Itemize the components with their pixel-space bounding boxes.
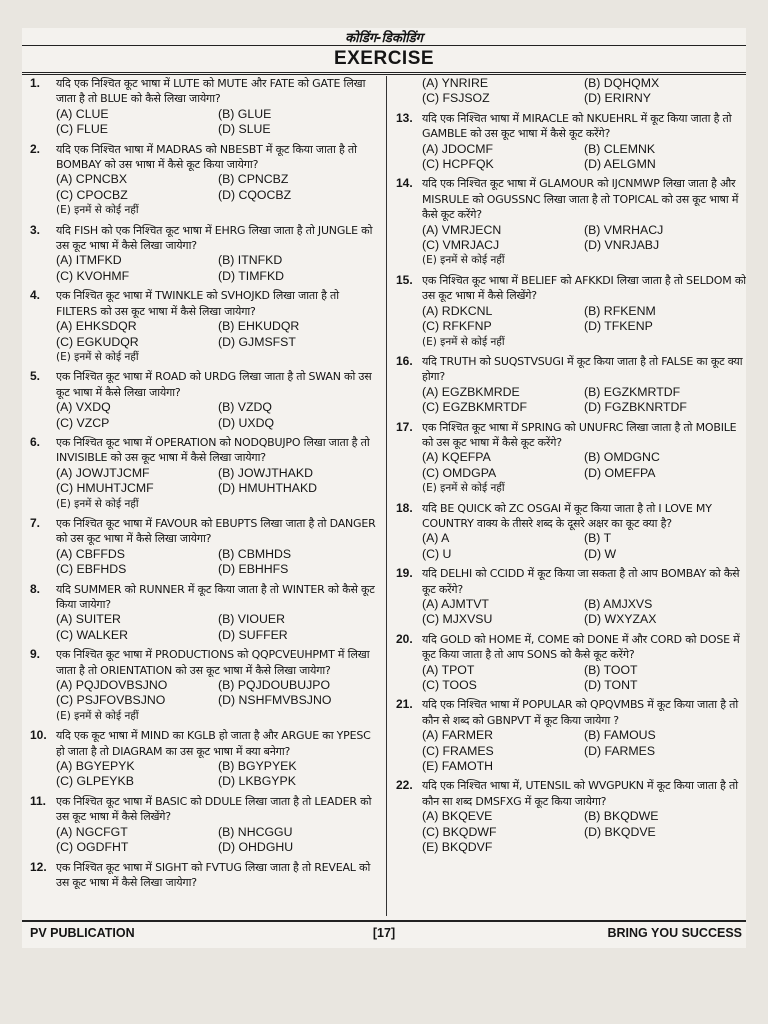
question-number: 21.	[396, 697, 413, 712]
question-head	[30, 288, 380, 319]
answer-option: (E) FAMOTH	[422, 759, 494, 774]
question-text: एक निश्चित कूट भाषा में BELIEF को AFKKDI लिखा जाता है तो SELDOM को उस कूट भाषा में कैसे लिखेंगे?	[422, 273, 746, 303]
answer-option: (C) GLPEYKB	[56, 774, 134, 789]
answer-option: (C) CPOCBZ	[56, 187, 128, 202]
answer-option: (B) VIOUER	[218, 612, 285, 627]
question-head	[396, 778, 746, 809]
answer-option: (B) ITNFKD	[218, 253, 283, 268]
question-block	[30, 647, 380, 724]
answer-option: (E) इनमें से कोई नहीं	[422, 482, 505, 495]
question-block	[396, 632, 746, 694]
answer-option: (C) EGZBKMRTDF	[422, 400, 527, 415]
answer-option: (B) EHKUDQR	[218, 319, 300, 334]
answer-option: (D) OMEFPA	[584, 465, 656, 480]
answer-option: (C) KVOHMF	[56, 268, 130, 283]
book-page	[22, 28, 746, 948]
question-text: यदि एक कूट भाषा में MIND का KGLB हो जाता है और ARGUE का YPESC हो जाता है तो DIAGRAM का उस कूट भाषा में क्या बनेगा?	[56, 729, 371, 758]
answer-option: (A) BGYEPYK	[56, 759, 135, 774]
question-text: यदि एक निश्चित कूट भाषा में GLAMOUR को IJCNMWP लिखा जाता है और MISRULE को OGUSSNC लिखा जाता है तो TOPICAL को उस कूट भाषा में कैसे कूट करेंगे?	[422, 177, 739, 222]
left-column	[30, 76, 380, 924]
question-head	[30, 647, 380, 678]
answer-option: (D) SLUE	[218, 122, 271, 137]
answer-option: (A) CPNCBX	[56, 172, 128, 187]
answer-option: (B) JOWJTHAKD	[218, 465, 313, 480]
answer-option: (B) OMDGNC	[584, 450, 660, 465]
question-head	[396, 566, 746, 597]
question-head	[30, 728, 380, 759]
answer-option: (C) U	[422, 546, 452, 561]
question-block	[396, 354, 746, 416]
answer-option: (D) NSHFMVBSJNO	[218, 693, 332, 708]
answer-option: (A) VMRJECN	[422, 222, 502, 237]
answer-option: (E) इनमें से कोई नहीं	[422, 254, 505, 267]
question-block	[30, 142, 380, 219]
right-column	[396, 76, 746, 924]
answer-option: (B) CLEMNK	[584, 141, 656, 156]
answer-option: (A) PQJDOVBSJNO	[56, 678, 168, 693]
answer-option: (B) CPNCBZ	[218, 172, 289, 187]
option-list	[422, 223, 746, 269]
publisher-name: PV PUBLICATION	[30, 926, 135, 940]
question-block	[30, 516, 380, 578]
page-footer	[22, 920, 746, 944]
question-head	[396, 697, 746, 728]
question-head	[396, 176, 746, 222]
question-number: 2.	[30, 141, 41, 156]
question-head	[396, 632, 746, 663]
answer-option: (D) FGZBKNRTDF	[584, 400, 687, 415]
question-text: एक निश्चित कूट भाषा में ROAD को URDG लिखा जाता है तो SWAN को उस कूट भाषा में कैसे लिखा जायेगा?	[56, 370, 372, 399]
question-number: 10.	[30, 728, 47, 743]
option-list	[56, 253, 380, 284]
answer-option: (A) TPOT	[422, 662, 475, 677]
answer-option: (D) BKQDVE	[584, 824, 656, 839]
answer-option: (C) FRAMES	[422, 743, 494, 758]
question-head	[396, 354, 746, 385]
question-text: यदि SUMMER को RUNNER में कूट किया जाता है तो WINTER को कैसे कूट किया जायेगा?	[56, 582, 375, 611]
option-list	[422, 304, 746, 350]
answer-option: (D) HMUHTHAKD	[218, 481, 318, 496]
option-list	[56, 612, 380, 643]
option-list	[422, 809, 746, 855]
answer-option: (A) AJMTVT	[422, 597, 489, 611]
question-head	[396, 501, 746, 532]
answer-option: (A) VXDQ	[56, 400, 111, 415]
question-block	[396, 420, 746, 497]
question-head	[30, 76, 380, 107]
column-divider	[386, 76, 387, 916]
answer-option: (A) NGCFGT	[56, 824, 128, 839]
question-block	[396, 778, 746, 855]
answer-option: (C) PSJFOVBSJNO	[56, 693, 166, 708]
option-list	[56, 400, 380, 431]
answer-option: (A) CLUE	[56, 106, 109, 121]
question-head	[30, 582, 380, 613]
answer-option: (A) ITMFKD	[56, 253, 122, 268]
answer-option: (C) BKQDWF	[422, 824, 497, 839]
question-block	[30, 76, 380, 138]
answer-option: (E) इनमें से कोई नहीं	[56, 709, 139, 722]
question-text: यदि एक निश्चित भाषा में MIRACLE को NKUEHRL में कूट किया जाता है तो GAMBLE को उस कूट भाषा में कैसे कूट करेंगे?	[422, 111, 732, 141]
option-list	[422, 76, 746, 107]
question-head	[396, 273, 746, 304]
question-text: एक निश्चित कूट भाषा में OPERATION को NODQBUJPO लिखा जाता है तो INVISIBLE को उस कूट भाषा में कैसे लिखा जायेगा?	[56, 435, 370, 465]
question-number: 14.	[396, 176, 413, 191]
option-list	[56, 678, 380, 724]
answer-option: (A) EGZBKMRDE	[422, 384, 520, 399]
answer-option: (E) इनमें से कोई नहीं	[56, 350, 139, 363]
option-list	[422, 450, 746, 496]
answer-option: (D) LKBGYPK	[218, 774, 296, 789]
answer-option: (C) MJXVSU	[422, 612, 493, 627]
question-block	[30, 860, 380, 891]
question-number: 17.	[396, 419, 413, 434]
question-number: 19.	[396, 566, 413, 581]
answer-option: (B) PQJDOUBUJPO	[218, 678, 331, 693]
answer-option: (E) इनमें से कोई नहीं	[56, 204, 139, 217]
answer-option: (A) CBFFDS	[56, 546, 125, 561]
answer-option: (B) BKQDWE	[584, 809, 659, 824]
answer-option: (A) BKQEVE	[422, 809, 493, 824]
question-block	[30, 582, 380, 644]
answer-option: (A) FARMER	[422, 728, 494, 743]
question-block	[396, 501, 746, 563]
page-number: [17]	[372, 926, 396, 940]
question-number: 13.	[396, 110, 413, 125]
answer-option: (C) EBFHDS	[56, 562, 127, 577]
question-number: 3.	[30, 222, 41, 237]
question-text: एक निश्चित कूट भाषा में FAVOUR को EBUPTS लिखा जाता है तो DANGER को उस कूट भाषा में कैसे लिखा जायेगा?	[56, 516, 376, 546]
answer-option: (D) SUFFER	[218, 627, 288, 642]
answer-option: (B) VZDQ	[218, 400, 272, 415]
question-head	[30, 369, 380, 400]
answer-option: (D) VNRJABJ	[584, 238, 660, 253]
question-text: एक निश्चित कूट भाषा में BASIC को DDULE लिखा जाता है तो LEADER को उस कूट भाषा में कैसे लिखेंगे?	[56, 794, 372, 824]
question-number: 12.	[30, 859, 47, 874]
question-text: यदि BE QUICK को ZC OSGAI में कूट किया जाता है तो I LOVE MY COUNTRY वाक्य के तीसरे शब्द के दूसरे अक्षर का कूट क्या है?	[422, 501, 712, 530]
answer-option: (D) TIMFKD	[218, 268, 285, 283]
question-text: यदि एक निश्चित भाषा में MADRAS को NBESBT में कूट किया जाता है तो BOMBAY को उस भाषा में कैसे कूट किया जायेगा?	[56, 142, 357, 172]
answer-option: (B) AMJXVS	[584, 597, 653, 611]
question-text: यदि FISH को एक निश्चित कूट भाषा में EHRG लिखा जाता है तो JUNGLE को उस कूट भाषा में कैसे लिखा जायेगा?	[56, 223, 373, 253]
question-text: यदि TRUTH को SUQSTVSUGI में कूट किया जाता है तो FALSE का कूट क्या होगा?	[422, 354, 743, 384]
question-text: एक निश्चित कूट भाषा में SPRING को UNUFRC लिखा जाता है तो MOBILE को उस कूट भाषा में कैसे कूट करेंगे?	[422, 420, 737, 449]
answer-option: (E) BKQDVF	[422, 840, 493, 855]
answer-option: (A) EHKSDQR	[56, 319, 137, 334]
question-text: एक निश्चित कूट भाषा में SIGHT को FVTUG लिखा जाता है तो REVEAL को उस कूट भाषा में कैसे लिखा जायेगा?	[56, 860, 371, 889]
option-list	[56, 825, 380, 856]
option-list	[56, 107, 380, 138]
question-number: 6.	[30, 434, 41, 449]
option-list	[422, 142, 746, 173]
question-block	[396, 273, 746, 350]
answer-option: (C) HCPFQK	[422, 157, 494, 172]
question-number: 5.	[30, 369, 41, 384]
answer-option: (D) CQOCBZ	[218, 187, 292, 202]
answer-option: (A) A	[422, 531, 450, 546]
option-list	[422, 663, 746, 694]
answer-option: (C) VMRJACJ	[422, 238, 500, 253]
answer-option: (D) TONT	[584, 678, 638, 693]
answer-option: (E) इनमें से कोई नहीं	[422, 335, 505, 348]
question-block	[396, 176, 746, 268]
answer-option: (B) GLUE	[218, 106, 272, 121]
question-text: यदि एक निश्चित भाषा में, UTENSIL को WVGPUKN में कूट किया जाता है तो कौन सा शब्द DMSFXG में कूट किया जायेगा?	[422, 779, 738, 808]
question-number: 9.	[30, 647, 41, 662]
question-block	[396, 697, 746, 774]
question-text: यदि एक निश्चित कूट भाषा में LUTE को MUTE और FATE को GATE लिखा जाता है तो BLUE को कैसे लिखा जायेगा?	[56, 77, 366, 106]
answer-option: (B) DQHQMX	[584, 76, 660, 90]
option-list	[422, 531, 746, 562]
answer-option: (D) W	[584, 546, 617, 561]
question-number: 7.	[30, 515, 41, 530]
question-number: 15.	[396, 272, 413, 287]
answer-option: (B) EGZKMRTDF	[584, 384, 681, 399]
answer-option: (B) RFKENM	[584, 303, 656, 318]
question-block	[30, 794, 380, 856]
question-head	[30, 435, 380, 466]
answer-option: (D) OHDGHU	[218, 840, 294, 855]
option-list	[56, 172, 380, 218]
answer-option: (B) T	[584, 531, 612, 546]
question-block	[30, 369, 380, 431]
answer-option: (C) FLUE	[56, 122, 108, 137]
answer-option: (B) CBMHDS	[218, 546, 292, 561]
question-number: 1.	[30, 76, 41, 90]
question-head	[396, 420, 746, 451]
question-number: 18.	[396, 500, 413, 515]
answer-option: (D) GJMSFST	[218, 334, 296, 349]
option-list	[56, 759, 380, 790]
answer-option: (D) EBHHFS	[218, 562, 289, 577]
question-head	[30, 860, 380, 891]
question-head	[30, 516, 380, 547]
question-number: 22.	[396, 778, 413, 793]
answer-option: (A) RDKCNL	[422, 303, 493, 318]
question-head	[30, 142, 380, 173]
running-title: कोडिंग-डिकोडिंग	[345, 31, 423, 46]
question-block	[30, 728, 380, 790]
answer-option: (C) RFKFNP	[422, 319, 492, 334]
question-block	[396, 566, 746, 628]
section-title-band	[22, 46, 746, 75]
answer-option: (B) VMRHACJ	[584, 222, 664, 237]
answer-option: (E) इनमें से कोई नहीं	[56, 497, 139, 510]
answer-option: (A) JDOCMF	[422, 141, 494, 156]
question-text: यदि एक निश्चित भाषा में POPULAR को QPQVMBS में कूट किया जाता है तो कौन से शब्द को GBNPVT में कूट किया जायेगा ?	[422, 698, 739, 727]
answer-option: (D) TFKENP	[584, 319, 653, 334]
answer-option: (B) FAMOUS	[584, 728, 656, 743]
answer-option: (D) UXDQ	[218, 415, 275, 430]
answer-option: (C) VZCP	[56, 415, 110, 430]
question-number: 4.	[30, 288, 41, 303]
question-block	[396, 76, 746, 107]
answer-option: (D) FARMES	[584, 743, 656, 758]
publisher-slogan: BRING YOU SUCCESS	[607, 926, 742, 940]
question-block	[30, 435, 380, 512]
answer-option: (B) NHCGGU	[218, 824, 293, 839]
option-list	[56, 547, 380, 578]
question-number: 8.	[30, 581, 41, 596]
question-text: एक निश्चित कूट भाषा में PRODUCTIONS को QQPCVEUHPMT में लिखा जाता है तो ORIENTATION को उस कूट भाषा में कैसे लिखा जायेगा?	[56, 648, 370, 677]
question-number: 20.	[396, 631, 413, 646]
section-title: EXERCISE	[333, 48, 435, 69]
option-list	[56, 319, 380, 365]
answer-option: (A) YNRIRE	[422, 76, 489, 90]
option-list	[56, 466, 380, 512]
answer-option: (C) OMDGPA	[422, 465, 497, 480]
option-list	[422, 385, 746, 416]
answer-option: (D) WXYZAX	[584, 612, 657, 627]
question-number: 11.	[30, 793, 47, 808]
answer-option: (D) ERIRNY	[584, 91, 651, 106]
question-head	[30, 223, 380, 254]
answer-option: (B) TOOT	[584, 662, 638, 677]
answer-option: (A) KQEFPA	[422, 450, 491, 465]
question-head	[30, 794, 380, 825]
answer-option: (C) EGKUDQR	[56, 334, 139, 349]
answer-option: (B) BGYPYEK	[218, 759, 297, 774]
question-head	[396, 111, 746, 142]
answer-option: (C) HMUHTJCMF	[56, 481, 154, 496]
question-block	[396, 111, 746, 173]
answer-option: (D) AELGMN	[584, 157, 656, 172]
answer-option: (C) TOOS	[422, 678, 477, 693]
question-text: यदि DELHI को CCIDD में कूट किया जा सकता है तो आप BOMBAY को कैसे कूट करेंगे?	[422, 567, 740, 596]
question-text: एक निश्चित कूट भाषा में TWINKLE को SVHOJKD लिखा जाता है तो FILTERS को उस कूट भाषा में कैसे लिखा जायेगा?	[56, 289, 339, 318]
question-text: यदि GOLD को HOME में, COME को DONE में और CORD को DOSE में कूट किया जाता है तो आप SONS को कैसे कूट करेंगे?	[422, 632, 740, 662]
answer-option: (A) JOWJTJCMF	[56, 465, 150, 480]
answer-option: (C) WALKER	[56, 627, 128, 642]
option-list	[422, 597, 746, 628]
question-block	[30, 223, 380, 285]
question-block	[30, 288, 380, 365]
option-list	[422, 728, 746, 774]
answer-option: (A) SUITER	[56, 612, 121, 627]
answer-option: (C) OGDFHT	[56, 840, 129, 855]
answer-option: (C) FSJSOZ	[422, 91, 490, 106]
question-number: 16.	[396, 353, 413, 368]
